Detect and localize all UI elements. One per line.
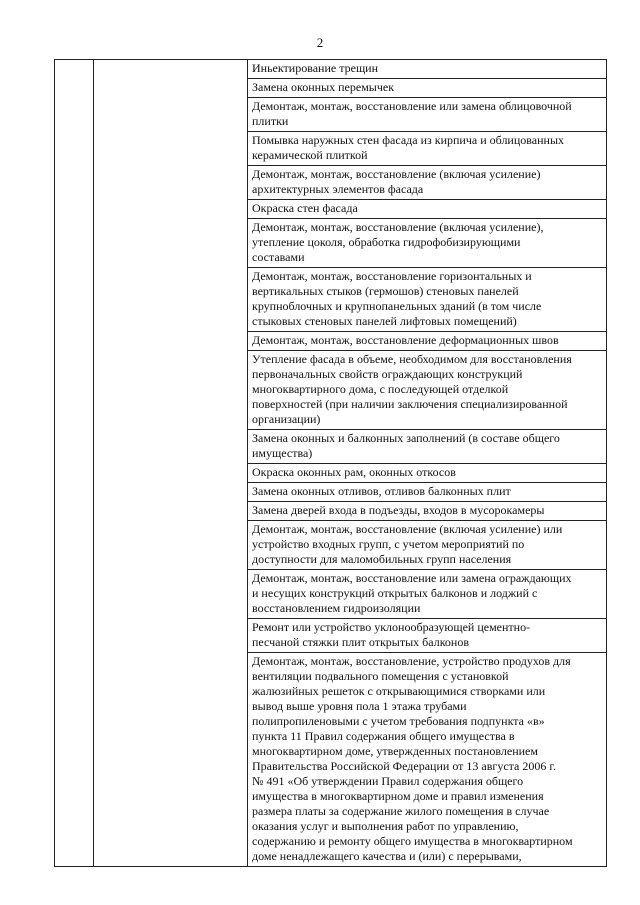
work-cell <box>248 502 607 521</box>
work-text: Демонтаж, монтаж, восстановление (включая усиление) архитектурных элементов фасада <box>252 167 541 196</box>
work-cell <box>248 200 607 219</box>
element-column-cell <box>94 60 248 867</box>
work-text: Демонтаж, монтаж, восстановление, устройство продухов для вентиляции подвального помещения с установкой жалюзийных решеток с открывающимися створками или вывод выше уровня пола 1 этажа трубами полипропиленовыми с учетом требования подпункта «в» пункта 11 Правил содержания общего имущества в многоквартирном доме, утвержденных постановлением Правительства Российской Федерации от 13 августа 2006 г. № 491 «Об утверждении Правил содержания общего имущества в многоквартирном доме и правил изменения размера платы за содержание жилого помещения в случае оказания услуг и выполнения работ по управлению, содержанию и ремонту общего имущества в многоквартирном доме ненадлежащего качества и (или) с перерывами, <box>252 654 573 863</box>
number-column-cell <box>55 60 94 867</box>
work-text: Демонтаж, монтаж, восстановление (включая усиление), утепление цоколя, обработка гидрофобизирующими составами <box>252 220 544 264</box>
work-cell <box>248 521 607 570</box>
work-text: Замена оконных отливов, отливов балконных плит <box>252 484 511 498</box>
work-cell <box>248 619 607 653</box>
work-cell <box>248 268 607 332</box>
work-text: Ремонт или устройство уклонообразующей цементно- песчаной стяжки плит открытых балконов <box>252 620 531 649</box>
page-number: 2 <box>316 35 324 50</box>
work-text: Окраска оконных рам, оконных откосов <box>252 465 456 479</box>
work-text: Демонтаж, монтаж, восстановление (включая усиление) или устройство входных групп, с учетом мероприятий по доступности для маломобильных групп населения <box>252 522 563 566</box>
works-table-body <box>55 60 607 867</box>
work-cell <box>248 132 607 166</box>
work-cell <box>248 464 607 483</box>
work-text: Замена оконных перемычек <box>252 80 395 94</box>
work-cell <box>248 570 607 619</box>
works-table <box>54 59 607 867</box>
work-cell <box>248 166 607 200</box>
work-cell <box>248 219 607 268</box>
work-cell <box>248 430 607 464</box>
work-cell <box>248 60 607 79</box>
work-text: Иньектирование трещин <box>252 61 379 75</box>
work-cell <box>248 653 607 867</box>
work-text: Утепление фасада в объеме, необходимом для восстановления первоначальных свойств ограждающих конструкций многоквартирного дома, с последующей отделкой поверхностей (при наличии заключения специализированной организации) <box>252 352 572 426</box>
work-text: Демонтаж, монтаж, восстановление или замена облицовочной плитки <box>252 99 572 128</box>
work-text: Замена дверей входа в подъезды, входов в мусорокамеры <box>252 503 545 517</box>
work-cell <box>248 98 607 132</box>
work-text: Окраска стен фасада <box>252 201 358 215</box>
work-text: Замена оконных и балконных заполнений (в составе общего имущества) <box>252 431 560 460</box>
work-text: Демонтаж, монтаж, восстановление или замена ограждающих и несущих конструкций открытых балконов и лоджий с восстановлением гидроизоляции <box>252 571 572 615</box>
work-text: Помывка наружных стен фасада из кирпича и облицованных керамической плиткой <box>252 133 565 162</box>
table-row <box>55 60 607 79</box>
work-text: Демонтаж, монтаж, восстановление деформационных швов <box>252 333 559 347</box>
work-cell <box>248 332 607 351</box>
work-cell <box>248 483 607 502</box>
work-cell <box>248 79 607 98</box>
work-cell <box>248 351 607 430</box>
work-text: Демонтаж, монтаж, восстановление горизонтальных и вертикальных стыков (гермошов) стеновых панелей крупноблочных и крупнопанельных зданий (в том числе стыковых стеновых панелей лифтовых помещений) <box>252 269 542 328</box>
